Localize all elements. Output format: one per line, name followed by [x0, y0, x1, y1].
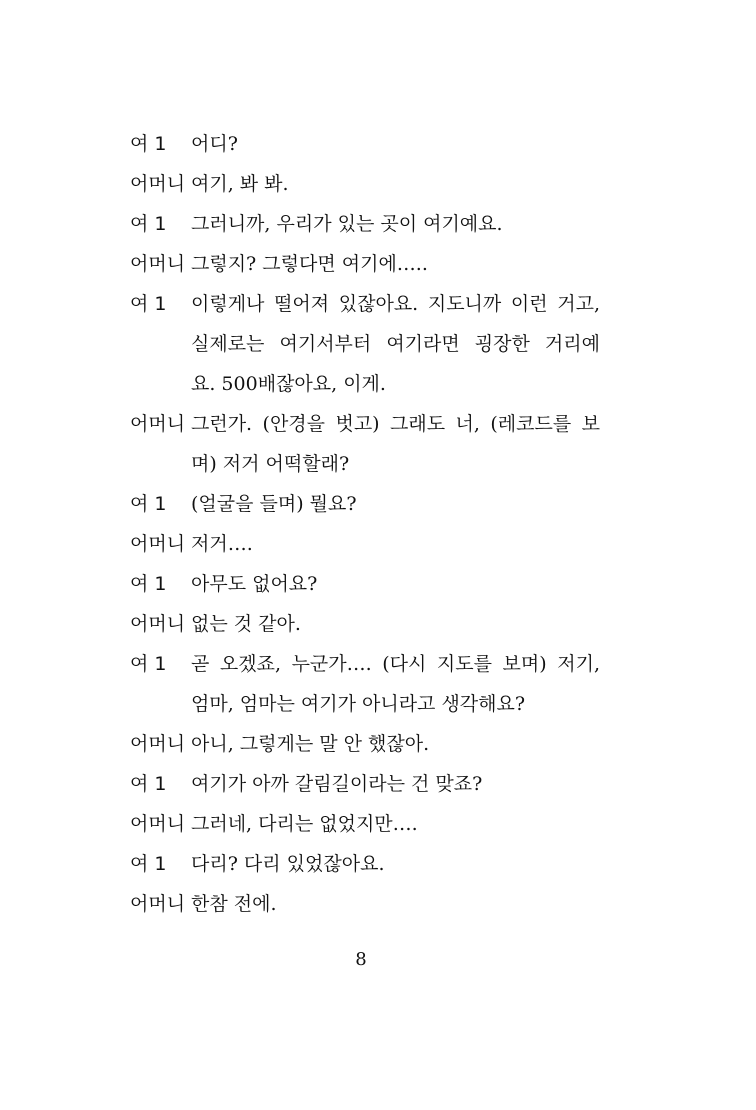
dialogue-line: 실제로는 여기서부터 여기라면 굉장한 거리예 — [191, 333, 600, 355]
speaker-name: 여 1 — [130, 133, 167, 155]
dialogue-entry — [130, 804, 600, 844]
dialogue-line: 여기가 아까 갈림길이라는 건 맞죠? — [191, 773, 483, 795]
speaker-name: 어머니 — [130, 893, 186, 915]
speaker-name: 어머니 — [130, 253, 186, 275]
dialogue-line: 여기, 봐 봐. — [191, 173, 289, 195]
dialogue-line: 곧 오겠죠, 누군가…. (다시 지도를 보며) 저기, — [191, 653, 600, 675]
dialogue-entry — [130, 124, 600, 164]
dialogue-line: 다리? 다리 있었잖아요. — [191, 853, 385, 875]
dialogue-line: (얼굴을 들며) 뭘요? — [191, 493, 357, 515]
dialogue-entry — [130, 764, 600, 804]
speaker-name: 어머니 — [130, 533, 186, 555]
page-number: 8 — [355, 949, 367, 970]
dialogue-line: 요. 500배잖아요, 이게. — [191, 373, 386, 395]
speaker-name: 여 1 — [130, 213, 167, 235]
dialogue-line: 며) 저거 어떡할래? — [191, 453, 350, 475]
dialogue-entry — [130, 164, 600, 204]
dialogue-line: 저거…. — [191, 533, 253, 555]
dialogue-line: 아니, 그렇게는 말 안 했잖아. — [191, 733, 430, 755]
dialogue-entry — [130, 564, 600, 604]
dialogue-line: 아무도 없어요? — [191, 573, 318, 595]
dialogue-line: 이렇게나 떨어져 있잖아요. 지도니까 이런 거고, — [191, 293, 600, 315]
dialogue-entry — [130, 204, 600, 244]
dialogue-line: 그렇지? 그렇다면 여기에….. — [191, 253, 428, 275]
speaker-name: 어머니 — [130, 173, 186, 195]
dialogue-line: 그러니까, 우리가 있는 곳이 여기예요. — [191, 213, 503, 235]
speaker-name: 어머니 — [130, 413, 186, 435]
speaker-name: 여 1 — [130, 853, 167, 875]
dialogue-line: 어디? — [191, 133, 238, 155]
script-body — [130, 124, 600, 924]
dialogue-line: 엄마, 엄마는 여기가 아니라고 생각해요? — [191, 693, 526, 715]
dialogue-entry — [130, 604, 600, 644]
speaker-name: 어머니 — [130, 733, 186, 755]
dialogue-line: 그런가. (안경을 벗고) 그래도 너, (레코드를 보 — [191, 413, 600, 435]
speaker-name: 어머니 — [130, 613, 186, 635]
dialogue-line: 그러네, 다리는 없었지만…. — [191, 813, 418, 835]
dialogue-entry — [130, 404, 600, 484]
speaker-name: 어머니 — [130, 813, 186, 835]
speaker-name: 여 1 — [130, 773, 167, 795]
dialogue-entry — [130, 844, 600, 884]
dialogue-entry — [130, 884, 600, 924]
speaker-name: 여 1 — [130, 573, 167, 595]
dialogue-line: 한참 전에. — [191, 893, 277, 915]
speaker-name: 여 1 — [130, 293, 167, 315]
dialogue-entry — [130, 244, 600, 284]
dialogue-line: 없는 것 같아. — [191, 613, 301, 635]
speaker-name: 여 1 — [130, 493, 167, 515]
speaker-name: 여 1 — [130, 653, 167, 675]
dialogue-entry — [130, 644, 600, 724]
dialogue-entry — [130, 724, 600, 764]
dialogue-entry — [130, 524, 600, 564]
dialogue-entry — [130, 484, 600, 524]
dialogue-entry — [130, 284, 600, 404]
